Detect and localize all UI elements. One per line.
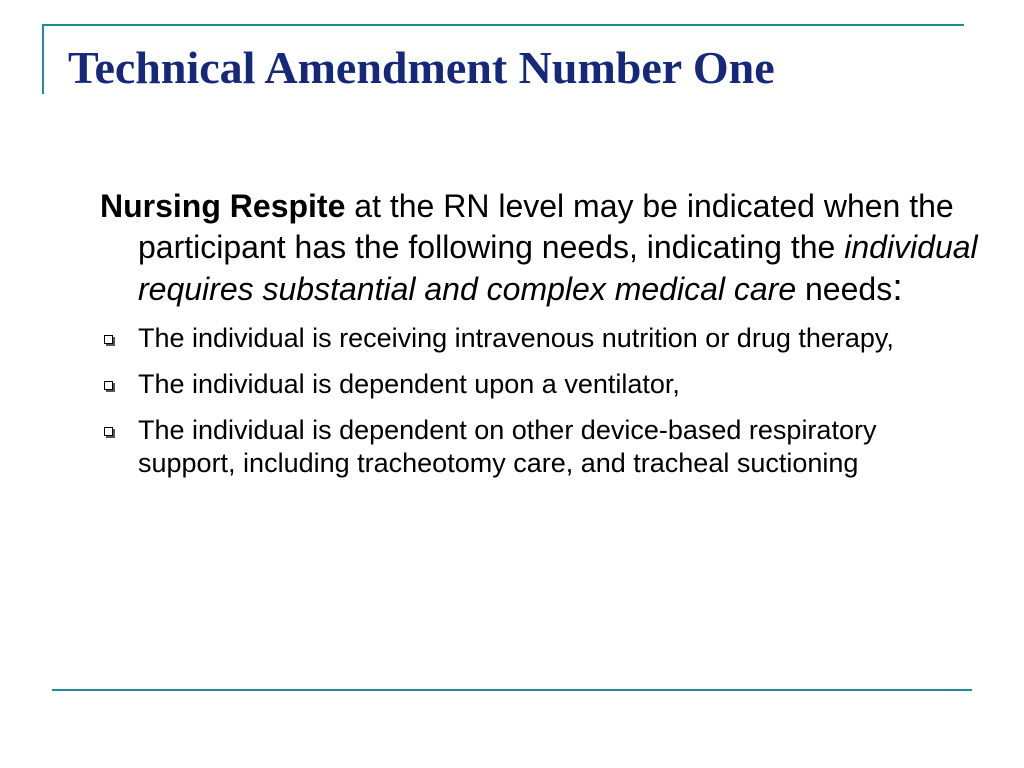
lead-text-2: needs — [796, 271, 893, 307]
square-bullet-icon — [104, 335, 113, 344]
lead-italic-text: individual requires substantial and complex medical care — [138, 229, 978, 307]
lead-colon: : — [892, 267, 903, 309]
bullet-item — [100, 368, 980, 401]
bottom-accent-rule — [52, 689, 972, 691]
lead-text-1: at the RN level may be indicated when the participant has the following needs, indicating the — [138, 188, 954, 265]
slide-body — [100, 186, 980, 493]
lead-paragraph — [100, 186, 980, 310]
left-accent-rule — [42, 24, 44, 94]
bullet-item — [100, 322, 980, 355]
square-bullet-icon — [104, 427, 113, 436]
bullet-item — [100, 414, 980, 480]
top-accent-rule — [42, 24, 964, 26]
bullet-text: The individual is dependent upon a ventilator, — [138, 369, 680, 399]
slide-title: Technical Amendment Number One — [68, 42, 775, 93]
bullet-text: The individual is receiving intravenous nutrition or drug therapy, — [138, 323, 894, 353]
bullet-list — [100, 322, 980, 480]
lead-bold-term: Nursing Respite — [100, 188, 346, 224]
square-bullet-icon — [104, 381, 113, 390]
bullet-text: The individual is dependent on other device-based respiratory support, including tracheotomy care, and tracheal suctioning — [138, 415, 877, 478]
